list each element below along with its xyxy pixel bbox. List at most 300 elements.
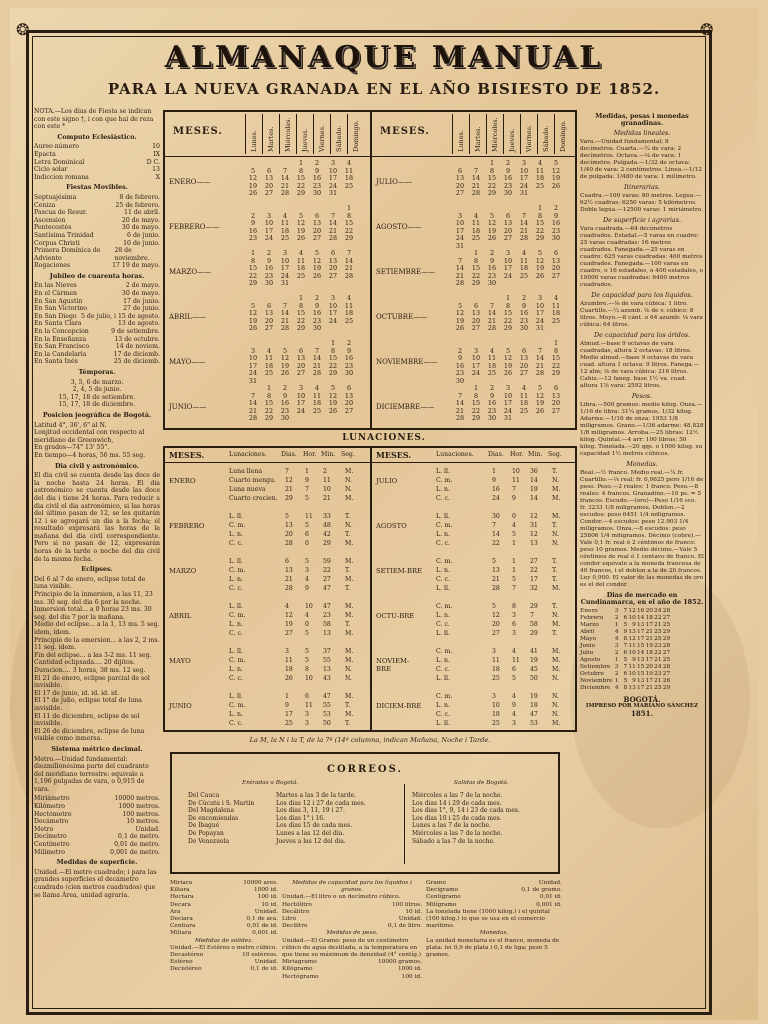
mercado-day: 3 <box>614 608 619 614</box>
day-cell: 1 <box>505 294 511 302</box>
day-cell: 5 <box>282 346 288 355</box>
lunacion-cell: T. <box>345 567 351 574</box>
day-cell: 28 <box>248 414 258 423</box>
mercado-day: 1 <box>614 622 619 628</box>
day-cell: 11 <box>519 256 529 265</box>
day-cell: 17 <box>535 309 545 318</box>
lunacion-cell: 55 <box>323 657 331 664</box>
month-days <box>245 295 357 333</box>
day-cell: 12 <box>248 174 258 183</box>
mercado-row <box>580 636 704 643</box>
lunacion-cell: M. <box>345 495 354 502</box>
day-name-header <box>296 114 313 154</box>
day-cell: 11 <box>296 256 306 265</box>
day-cell: 7 <box>282 166 288 175</box>
month-name: NOVIEM-BRE <box>376 657 410 673</box>
lunacion-cell: 43 <box>323 675 331 682</box>
peso-heading: Medidas de peso. <box>326 930 378 937</box>
item-value: 28 de noviembre. <box>114 247 150 262</box>
mercado-day: 11 <box>628 643 636 649</box>
item-label: En Santa Clara <box>34 320 82 328</box>
lunacion-cell: 1 <box>512 540 516 547</box>
lunacion-cell: 24 <box>492 495 500 502</box>
mercado-day: 22 <box>654 615 662 621</box>
mercado-row <box>580 664 704 671</box>
lunacion-cell: 31 <box>530 522 538 529</box>
lunacion-cell: 3 <box>492 693 496 700</box>
lunacion-cell: M. <box>552 585 561 592</box>
day-cell <box>325 325 341 333</box>
item-value: 1000 id. <box>253 887 278 894</box>
lunacion-cell: C. c. <box>229 720 243 727</box>
item-label: Decara <box>170 901 192 908</box>
lunacion-cell: L. ll. <box>436 585 450 592</box>
item-value: 0,001 id. <box>536 901 562 908</box>
months-label: MESES. <box>173 126 223 137</box>
day-cell: 14 <box>328 219 338 228</box>
mercado-day: 21 <box>654 678 662 684</box>
item-value: 11 de abril. <box>124 209 160 217</box>
day-cell: 16 <box>280 399 290 408</box>
lunacion-cell: C. m. <box>229 612 246 619</box>
day-cell: 16 <box>503 174 513 183</box>
day-cell: 3 <box>250 346 256 355</box>
lunacion-cell: 14 <box>492 531 500 538</box>
day-cell: 14 <box>471 174 481 183</box>
day-cell: 5 <box>457 301 463 310</box>
day-cell: 16 <box>551 219 561 228</box>
list-item <box>282 902 422 909</box>
day-name-header <box>537 114 554 154</box>
mercado-month: Diciembre <box>580 685 611 691</box>
day-cell: 16 <box>455 361 465 370</box>
item-label: En la Candelaria <box>34 350 87 358</box>
list-item <box>34 232 160 240</box>
month-name: FEBRERO—— <box>169 223 220 231</box>
month-days <box>245 160 357 198</box>
item-value: 13 de octubre. <box>114 335 160 343</box>
lunacion-cell: 4 <box>512 648 516 655</box>
day-cell: 18 <box>344 174 354 183</box>
mercado-day: 8 <box>623 636 628 642</box>
day-cell: 24 <box>535 316 545 325</box>
item-value: 0,01 id. <box>539 894 562 901</box>
item-label: Miriámetro <box>34 795 70 803</box>
lunacion-cell: 19 <box>530 693 538 700</box>
lunacion-cell: 5 <box>305 495 309 502</box>
day-cell: 23 <box>264 271 274 280</box>
temporas-heading: Témporas. <box>78 368 116 376</box>
day-cell: 1 <box>298 159 304 167</box>
list-item <box>34 217 160 225</box>
lunacion-cell: 58 <box>530 621 538 628</box>
entrada-origin: De encomiendas <box>188 814 239 822</box>
day-cell: 28 <box>519 234 529 243</box>
lunacion-cell: 10 <box>492 702 500 709</box>
item-label: Decígramo <box>426 887 459 894</box>
lunacion-cell: L. ll. <box>229 648 243 655</box>
day-cell: 10 <box>280 256 290 265</box>
mercado-day: 25 <box>654 636 662 642</box>
lunacion-cell: L. ll. <box>229 513 243 520</box>
lunacion-cell: 20 <box>492 621 500 628</box>
mercado-month: Agosto <box>580 657 601 663</box>
day-cell: 11 <box>264 354 274 363</box>
day-cell: 8 <box>473 256 479 265</box>
lunacion-cell: 28 <box>285 585 293 592</box>
list-item <box>34 159 160 167</box>
lunacion-cell: L. n. <box>436 702 450 709</box>
day-cell: 31 <box>503 414 513 423</box>
sistema-heading: Sistema métrico decimal. <box>51 744 143 753</box>
item-label: En la Enseñanza <box>34 335 87 343</box>
lunacion-cell: 5 <box>305 648 309 655</box>
lineales-text: Vara.—Unidad fundamental; 8 decímetros. Cuarta.—¼ de vara: 2 decímetros. Octava.—⅛ de vara: 1 decímetro. Pulgada.—1/32 de octava: 1/40 de vara: 2 centímetros. Línea.—1/12 de pulgada: 1/480 de vara: 1 milímetro. <box>580 139 702 180</box>
lunacion-cell: 3 <box>492 648 496 655</box>
day-cell: 7 <box>473 166 479 175</box>
day-cell: 19 <box>248 181 258 190</box>
day-cell: 17 <box>503 399 513 408</box>
lunacion-cell: 18 <box>285 666 293 673</box>
day-cell: 27 <box>264 324 274 333</box>
day-name: Miércoles. <box>284 117 292 152</box>
day-cell: 15 <box>535 219 545 228</box>
lunacion-cell: T. <box>552 558 558 565</box>
day-cell: 26 <box>455 324 465 333</box>
mercado-month: Abril <box>580 629 595 635</box>
mercado-day: 21 <box>645 636 653 642</box>
day-cell: 7 <box>282 301 288 310</box>
item-label: Decilitro <box>282 923 308 930</box>
item-label: Miriagramo <box>282 959 317 966</box>
item-label: Hectara <box>170 894 194 901</box>
list-item <box>170 880 278 887</box>
item-label: Gramo <box>426 880 446 886</box>
mercado-day: 25 <box>662 657 671 663</box>
salida-row: Miércoles a las 7 de la noche. <box>412 792 503 799</box>
day-cell: 4 <box>553 294 559 302</box>
day-cell <box>325 415 341 423</box>
list-item <box>170 930 278 937</box>
mercado-day: 9 <box>632 657 636 663</box>
lunacion-cell: 29 <box>323 540 331 547</box>
day-cell: 21 <box>328 226 338 235</box>
mercado-row <box>580 643 704 650</box>
lunacion-cell: 30 <box>492 513 500 520</box>
day-cell: 22 <box>344 226 354 235</box>
list-item <box>282 909 422 916</box>
day-cell: 2 <box>489 249 495 257</box>
day-cell: 28 <box>455 279 465 288</box>
day-cell: 22 <box>551 361 561 370</box>
day-cell: 28 <box>535 369 545 378</box>
day-cell: 13 <box>519 354 529 363</box>
day-cell: 25 <box>519 271 529 280</box>
col-header-seg: Seg. <box>548 451 562 458</box>
lunacion-month <box>165 554 370 600</box>
item-label: En San Diego <box>34 312 77 320</box>
day-cell: 24 <box>471 369 481 378</box>
day-cell: 5 <box>330 384 336 392</box>
mercado-day: 7 <box>623 664 628 670</box>
item-value: 10 <box>152 143 160 151</box>
col-header-hor: Hor. <box>510 451 524 458</box>
day-cell: 4 <box>521 249 527 257</box>
mercado-day: 5 <box>623 622 628 628</box>
mercado-day: 4 <box>614 629 619 635</box>
lunacion-cell: 0 <box>305 540 309 547</box>
day-cell: 3 <box>266 211 272 220</box>
week-row <box>452 273 564 281</box>
list-item <box>34 833 160 841</box>
day-cell: 1 <box>553 339 559 347</box>
solidez-text: Unidad.—El Estéreo o metro cúbico. <box>170 944 278 951</box>
lunacion-cell: T. <box>345 702 351 709</box>
day-cell: 10 <box>264 219 274 228</box>
solidez-heading: Medidas de solidez. <box>194 937 254 944</box>
day-cell: 15 <box>328 354 338 363</box>
day-cell: 14 <box>519 219 529 228</box>
list-item <box>170 887 278 894</box>
day-cell: 20 <box>455 181 465 190</box>
lunacion-cell: 3 <box>512 630 516 637</box>
day-cell: 12 <box>535 391 545 400</box>
day-cell <box>341 280 357 288</box>
lunacion-cell: 10 <box>305 675 313 682</box>
day-cell: 23 <box>280 406 290 415</box>
item-value: IX <box>153 150 160 158</box>
day-cell: 12 <box>535 256 545 265</box>
day-cell: 8 <box>537 211 543 220</box>
mercado-day: 5 <box>623 657 628 663</box>
mercado-day: 24 <box>654 664 662 670</box>
month-days <box>452 340 564 386</box>
day-cell <box>516 415 532 423</box>
day-cell: 31 <box>328 189 338 198</box>
day-cell: 21 <box>519 226 529 235</box>
month-name: AGOSTO—— <box>376 223 422 231</box>
lunacion-cell: 13 <box>323 630 331 637</box>
list-item <box>34 166 160 174</box>
day-cell: 15 <box>264 399 274 408</box>
tonelada-text: La tonelada tiene (1000 kilog.) i el quintal (100 kilog.) lo que se usa en el comercio marítimo. <box>426 908 550 930</box>
item-value: Unidad. <box>398 916 422 923</box>
day-cell: 13 <box>471 309 481 318</box>
day-cell: 30 <box>455 376 465 385</box>
item-label: Epacta <box>34 150 56 158</box>
lunacion-cell: 12 <box>530 531 538 538</box>
lunacion-cell: 6 <box>305 693 309 700</box>
lunacion-cell: M. <box>345 648 354 655</box>
day-cell: 15 <box>296 174 306 183</box>
item-value: 2 de mayo. <box>125 282 160 290</box>
month-days <box>452 385 564 423</box>
day-cell: 27 <box>471 324 481 333</box>
lunacion-cell: C. m. <box>436 522 453 529</box>
month-row <box>372 250 577 296</box>
day-cell: 20 <box>296 361 306 370</box>
mercado-day: 19 <box>645 643 653 649</box>
month-name: OCTU-BRE <box>376 612 415 620</box>
day-cell: 23 <box>312 316 322 325</box>
day-cell: 14 <box>455 264 465 273</box>
lunacion-cell: 4 <box>285 603 289 610</box>
month-days <box>245 205 357 243</box>
item-label: Hectómetro <box>34 810 72 818</box>
col-header-min: Min. <box>321 451 336 458</box>
eclipse-item: Principio de la emersion... a las 2, 2 ms. 11 seg. idem. <box>34 636 160 652</box>
list-item <box>170 966 278 973</box>
lunacion-cell: 4 <box>512 693 516 700</box>
item-value: 0,1 de ara. <box>246 916 278 923</box>
day-cell: 30 <box>280 414 290 423</box>
item-value: 17 de diciemb. <box>113 350 160 358</box>
mercado-day: 23 <box>654 671 662 677</box>
list-item <box>170 894 278 901</box>
posicion-heading: Posicion jeográfica de Bogotá. <box>42 410 152 419</box>
day-name: Sábado. <box>335 125 343 152</box>
day-cell: 19 <box>455 316 465 325</box>
item-label: Decistéreo <box>170 966 202 973</box>
mercado-day: 16 <box>636 608 645 614</box>
lunacion-cell: 1 <box>492 468 496 475</box>
eclipse-item: El 21 de enero, eclipse parcial de sol invisible. <box>34 674 150 690</box>
day-cell: 15 <box>296 309 306 318</box>
day-cell: 31 <box>535 324 545 333</box>
list-item <box>34 282 160 290</box>
lunacion-cell: 27 <box>323 576 331 583</box>
lunacion-cell: 37 <box>323 648 331 655</box>
day-cell: 15 <box>487 174 497 183</box>
lunacion-cell: 17 <box>285 711 293 718</box>
lunacion-cell: M. <box>552 486 561 493</box>
lunacion-cell: 5 <box>512 576 516 583</box>
lunacion-cell: L. ll. <box>229 603 243 610</box>
mercado-day: 1 <box>614 678 619 684</box>
lunacion-cell: N. <box>552 612 559 619</box>
item-value: 100 id. <box>257 894 278 901</box>
day-cell: 7 <box>457 391 463 400</box>
mercado-day: 20 <box>645 664 653 670</box>
day-cell: 19 <box>503 361 513 370</box>
day-cell: 22 <box>503 316 513 325</box>
day-cell: 1 <box>266 384 272 392</box>
entrada-origin: De Popayan <box>188 829 224 837</box>
day-cell <box>548 190 564 198</box>
day-cell: 10 <box>328 166 338 175</box>
lunacion-cell: 9 <box>305 585 309 592</box>
item-label: Centímetro <box>34 841 70 849</box>
day-cell: 23 <box>487 406 497 415</box>
superficie-text: Unidad.—El metro cuadrado; i para las grandes superficies el decámetro cuadrado (cien metros cuadrados) que se llama Área, unidad agraria. <box>34 868 157 899</box>
item-label: Septuajésima <box>34 193 77 201</box>
list-item <box>34 328 160 336</box>
mercado-day: 15 <box>636 643 645 649</box>
day-cell <box>500 280 516 288</box>
day-cell: 25 <box>264 369 274 378</box>
item-value: 30 de mayo. <box>121 290 160 298</box>
day-cell: 3 <box>457 211 463 220</box>
day-cell: 17 <box>296 399 306 408</box>
list-item <box>34 194 160 202</box>
day-cell: 11 <box>487 354 497 363</box>
day-cell: 11 <box>535 166 545 175</box>
item-value: 8 de febrero. <box>119 193 160 201</box>
item-label: Centiara <box>170 923 196 930</box>
lunacion-cell: 7 <box>492 522 496 529</box>
day-cell: 11 <box>519 391 529 400</box>
day-cell: 2 <box>489 384 495 392</box>
day-cell: 10 <box>455 219 465 228</box>
month-name: ABRIL—— <box>169 313 206 321</box>
lunacion-cell: 11 <box>512 477 520 484</box>
lunaciones-half-right <box>370 448 577 730</box>
list-item <box>282 974 422 981</box>
day-cell: 10 <box>471 354 481 363</box>
day-cell: 29 <box>296 324 306 333</box>
salida-row: Los dias 10 i 25 de cada mes. <box>412 814 502 822</box>
day-cell <box>293 415 309 423</box>
list-item <box>34 298 160 306</box>
day-cell: 7 <box>521 211 527 220</box>
day-cell: 24 <box>455 234 465 243</box>
mercado-day: 22 <box>654 650 662 656</box>
posicion-item: Latitud 4°, 36', 6" al N. <box>34 421 107 429</box>
mercado-month: Noviembre <box>580 678 613 684</box>
lunacion-cell: 26 <box>285 675 293 682</box>
temporas-item: 15, 17, 18 de diciembre. <box>58 401 136 409</box>
item-label: Miriara <box>170 880 193 886</box>
day-cell: 12 <box>280 354 290 363</box>
day-cell: 13 <box>328 256 338 265</box>
day-cell: 2 <box>553 204 559 212</box>
lunacion-cell: 11 <box>492 657 500 664</box>
day-cell: 22 <box>264 406 274 415</box>
day-cell: 6 <box>298 346 304 355</box>
day-cell: 18 <box>519 399 529 408</box>
day-cell: 29 <box>264 414 274 423</box>
day-cell: 3 <box>298 384 304 392</box>
mercado-day: 10 <box>628 671 636 677</box>
lunacion-month <box>372 509 577 555</box>
item-value: 30 de mayo. <box>121 224 160 232</box>
lunacion-cell: M. <box>552 666 561 673</box>
day-cell: 3 <box>537 294 543 302</box>
capacidad-text: Unidad.—El litro o un decímetro cúbico. <box>282 894 401 901</box>
month-name: SETIEM-BRE <box>376 567 423 575</box>
lunacion-cell: 9 <box>512 702 516 709</box>
item-label: En San Victorino <box>34 305 88 313</box>
day-cell <box>532 190 548 198</box>
item-value: 13 de agosto. <box>117 320 160 328</box>
month-row <box>372 295 577 341</box>
day-name-header <box>520 114 537 154</box>
day-cell: 3 <box>505 249 511 257</box>
item-value: 100 id. <box>401 973 422 980</box>
item-label: Estéreo <box>170 959 193 966</box>
day-name: Viernes. <box>525 124 533 152</box>
month-name: JULIO—— <box>376 178 412 186</box>
day-cell: 5 <box>537 249 543 257</box>
mercado-day: 15 <box>636 664 645 670</box>
mercado-day: 2 <box>614 650 619 656</box>
entrada-origin: Del Magdalena <box>188 807 235 815</box>
day-name-header <box>503 114 520 154</box>
day-cell: 30 <box>312 324 322 333</box>
bottom-col-1 <box>170 880 278 974</box>
day-cell: 5 <box>250 301 256 310</box>
day-cell: 8 <box>473 391 479 400</box>
